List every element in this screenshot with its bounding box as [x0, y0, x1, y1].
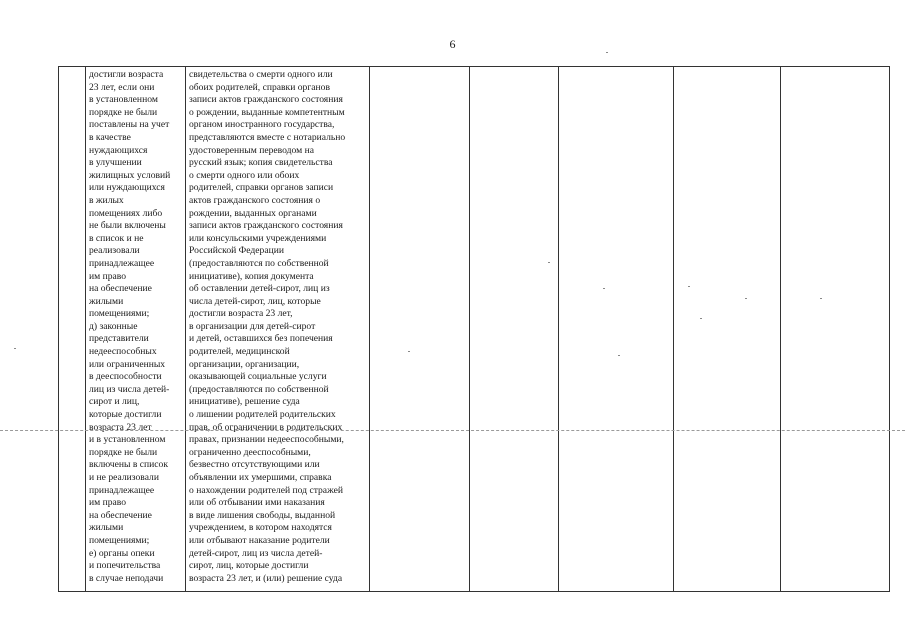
cell-text-line: достигли возраста [89, 69, 164, 80]
table-cell-empty-7 [674, 67, 781, 592]
cell-text-line: числа детей-сирот, лиц, которые [189, 295, 321, 307]
cell-text-line: или отбывают наказание родители [189, 534, 330, 546]
cell-text-line: представители [89, 333, 149, 345]
cell-text-line: учреждением, в котором находятся [189, 522, 332, 534]
cell-text-line: помещениях либо [89, 207, 163, 219]
table-row [59, 67, 890, 592]
cell-text-line: в установленном [89, 94, 158, 106]
cell-text-line: помещениями; [89, 534, 150, 546]
cell-text-line: нуждающихся [89, 144, 148, 156]
table-cell-applicants [86, 67, 186, 592]
cell-text-line: о рождении, выданные компетентным [189, 106, 345, 118]
cell-text-line: о лишении родителей родительских [189, 409, 336, 421]
cell-text-line: не были включены [89, 220, 166, 232]
cell-text-line: удостоверенным переводом на [189, 144, 314, 156]
cell-text-line: в список и не [89, 232, 144, 244]
cell-text-line: (предоставляются по собственной [189, 383, 329, 395]
requirements-table [58, 66, 890, 592]
scan-speck [618, 355, 620, 356]
cell-text-line: в улучшении [89, 157, 142, 169]
cell-text-line: реализовали [89, 245, 140, 257]
cell-text-line: объявлении их умершими, справка [189, 472, 332, 483]
cell-text-line: родителей, справки органов записи [189, 182, 334, 194]
table-cell-empty-5 [470, 67, 559, 592]
scan-speck [603, 288, 605, 289]
cell-text-line: жилыми [89, 295, 124, 307]
cell-text-line: на обеспечение [89, 509, 152, 521]
cell-text-line: в виде лишения свободы, выданной [189, 509, 336, 521]
cell-text-line: жилыми [89, 522, 124, 534]
table-cell-empty-8 [781, 67, 890, 592]
scan-speck [700, 318, 702, 319]
cell-text-line: записи актов гражданского состояния [189, 220, 343, 232]
cell-text-line: обоих родителей, справки органов [189, 81, 330, 93]
cell-text-line: принадлежащее [89, 257, 155, 269]
cell-text-line: поставлены на учет [89, 119, 170, 131]
cell-text-line: и попечительства [89, 560, 161, 572]
cell-text-line: о смерти одного или обоих [189, 169, 300, 181]
scan-speck [606, 52, 608, 53]
table-cell-number [59, 67, 86, 592]
scan-speck [548, 262, 550, 263]
cell-text-line: включены в список [89, 459, 169, 471]
cell-text-line: представляются вместе с нотариально [189, 131, 346, 143]
cell-text-line: на обеспечение [89, 283, 152, 295]
cell-text-line: которые достигли [89, 409, 162, 421]
cell-text-line: в случае неподачи [89, 572, 164, 584]
cell-text-line: детей-сирот, лиц из числа детей- [189, 547, 323, 559]
cell-text-line: или ограниченных [89, 358, 166, 370]
cell-text-line: записи актов гражданского состояния [189, 94, 343, 106]
cell-text-line: е) органы опеки [89, 547, 155, 559]
cell-text-line: лиц из числа детей- [89, 383, 170, 395]
cell-text-line: органом иностранного государства, [189, 119, 335, 131]
cell-text-line: 23 лет, если они [89, 81, 155, 93]
cell-text-line: родителей, медицинской [189, 346, 290, 358]
scan-artifact-line [0, 430, 905, 431]
cell-text-line: достигли возраста 23 лет, [189, 308, 293, 320]
cell-text-line: или об отбывании ими наказания [189, 497, 325, 509]
cell-text-line: или нуждающихся [89, 182, 165, 194]
table-cell-empty-4 [370, 67, 470, 592]
cell-text-line: (предоставляются по собственной [189, 257, 329, 269]
cell-text-line: в жилых [89, 194, 124, 206]
cell-text-line: в дееспособности [89, 371, 162, 383]
cell-text-line: и не реализовали [89, 472, 159, 483]
cell-text-line: д) законные [89, 320, 138, 332]
cell-text-line: свидетельства о смерти одного или [189, 69, 333, 80]
cell-text-line: возраста 23 лет, и (или) решение суда [189, 572, 343, 584]
table-cell-documents [186, 67, 370, 592]
cell-text-line: организации, организации, [189, 358, 300, 370]
cell-text-line: о нахождении родителей под стражей [189, 484, 343, 496]
cell-text-line: недееспособных [89, 346, 157, 358]
cell-text-line: Российской Федерации [189, 245, 284, 257]
cell-text-line: и в установленном [89, 434, 166, 446]
cell-text-line: сирот и лиц, [89, 396, 140, 408]
cell-text-line: прав, об ограничении в родительских [189, 421, 343, 433]
cell-text-line: помещениями; [89, 308, 150, 320]
cell-text-line: порядке не были [89, 446, 158, 458]
cell-text-line: сирот, лиц, которые достигли [189, 560, 309, 572]
scan-speck [745, 298, 747, 299]
cell-text-line: в качестве [89, 131, 131, 143]
cell-text-line: безвестно отсутствующими или [189, 459, 320, 471]
scan-speck [14, 348, 16, 349]
cell-text-line: им право [89, 270, 127, 282]
cell-text-line: в организации для детей-сирот [189, 320, 316, 332]
cell-text-line: инициативе), копия документа [189, 270, 314, 282]
cell-text-line: оказывающей социальные услуги [189, 371, 327, 383]
cell-text-line: или консульскими учреждениями [189, 232, 327, 244]
scan-speck [408, 351, 410, 352]
scan-speck [688, 286, 690, 287]
cell-text-line: русский язык; копия свидетельства [189, 157, 333, 169]
cell-text-line: возраста 23 лет [89, 421, 152, 433]
cell-text-line: принадлежащее [89, 484, 155, 496]
table-cell-empty-6 [559, 67, 674, 592]
scan-speck [820, 298, 822, 299]
cell-text-line: правах, признании недееспособными, [189, 434, 344, 446]
cell-text-line: инициативе), решение суда [189, 396, 300, 408]
cell-text-line: рождении, выданных органами [189, 207, 317, 219]
cell-text-line: об оставлении детей-сирот, лиц из [189, 283, 330, 295]
cell-text-line: жилищных условий [89, 169, 171, 181]
cell-text-line: порядке не были [89, 106, 158, 118]
page-number: 6 [449, 37, 456, 51]
cell-text-line: актов гражданского состояния о [189, 194, 321, 206]
cell-text-line: ограниченно дееспособными, [189, 446, 311, 458]
cell-text-line: им право [89, 497, 127, 509]
cell-text-line: и детей, оставшихся без попечения [189, 333, 333, 345]
